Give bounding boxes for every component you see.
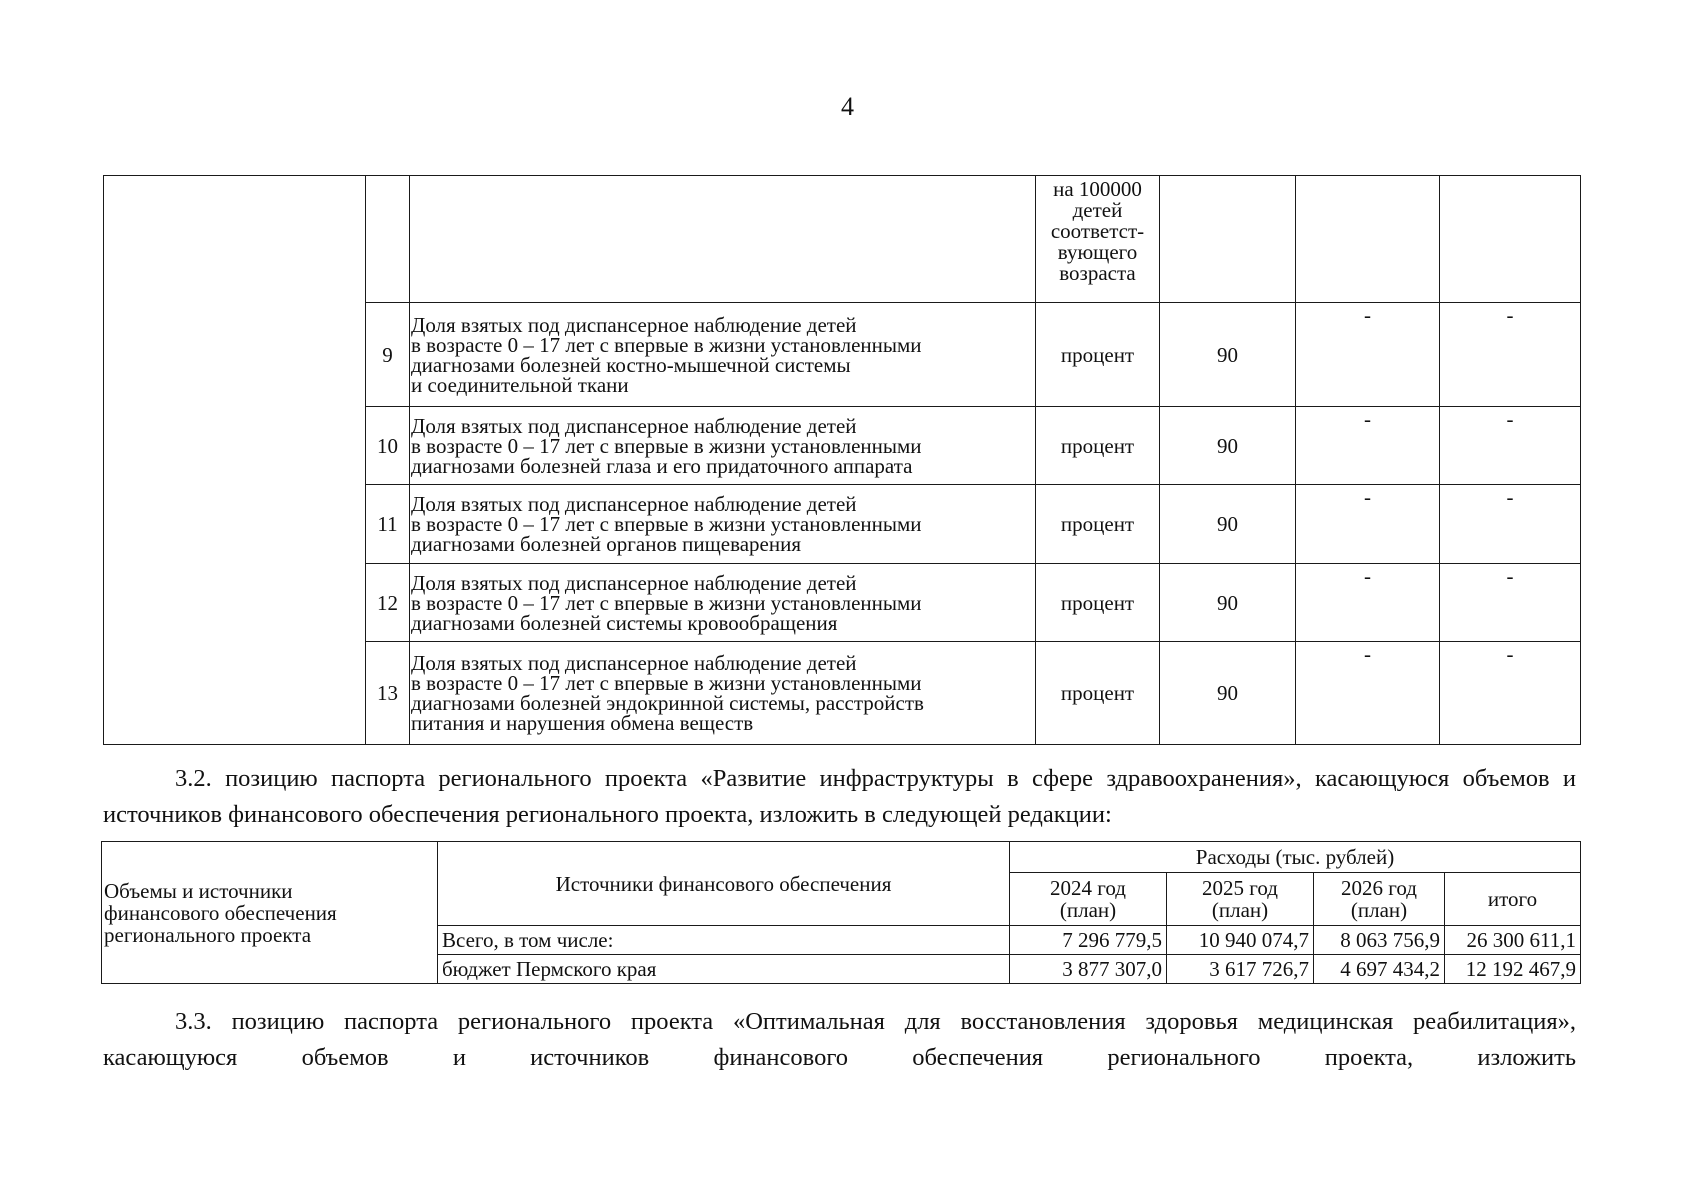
expenses-header: Расходы (тыс. рублей) (1010, 842, 1581, 873)
desc-line: Доля взятых под диспансерное наблюдение детей (411, 492, 857, 516)
desc-line: в возрасте 0 – 17 лет с впервые в жизни установленными (411, 433, 922, 458)
row-description (410, 564, 1036, 642)
desc-line: диагнозами болезней эндокринной системы, расстройств (411, 691, 924, 715)
sources-header: Источники финансового обеспечения (438, 842, 1010, 926)
row-value-total: 26 300 611,1 (1445, 926, 1581, 955)
unit-line: возраста (1059, 261, 1136, 285)
desc-line: диагнозами болезней системы кровообращения (411, 610, 838, 635)
paragraph-3-3: 3.3. позицию паспорта регионального проекта «Оптимальная для восстановления здоровья медицинская реабилитация», касающуюся объемов и источников финансового обеспечения регионального проекта, изложить (103, 1008, 1576, 1071)
desc-line: Доля взятых под диспансерное наблюдение детей (411, 312, 857, 337)
row-value: 90 (1160, 564, 1296, 642)
row-description (410, 407, 1036, 485)
financing-label (102, 842, 438, 984)
unit-line: детей (1072, 198, 1123, 222)
desc-line: и соединительной ткани (411, 372, 629, 397)
label-line: финансового обеспечения (104, 900, 337, 925)
row-value-total: 12 192 467,9 (1445, 955, 1581, 984)
row-source: Всего, в том числе: (438, 926, 1010, 955)
cell-value (1160, 176, 1296, 303)
desc-line: диагнозами болезней глаза и его придаточного аппарата (411, 453, 913, 478)
paragraph-3-2: 3.2. позицию паспорта регионального проекта «Развитие инфраструктуры в сфере здравоохранения», касающуюся объемов и источников финансового обеспечения регионального проекта, изложить в следующей редакции: (103, 765, 1576, 828)
desc-line: в возрасте 0 – 17 лет с впервые в жизни установленными (411, 590, 922, 615)
row-number: 13 (366, 642, 410, 745)
row-number: 11 (366, 485, 410, 564)
row-description (410, 485, 1036, 564)
cell-col6 (1296, 176, 1440, 303)
row-col7: - (1440, 407, 1581, 485)
row-value-2024: 3 877 307,0 (1010, 955, 1167, 984)
desc-line: Доля взятых под диспансерное наблюдение детей (411, 413, 857, 438)
desc-line: Доля взятых под диспансерное наблюдение детей (411, 651, 857, 675)
financing-table (101, 841, 1581, 984)
row-col6: - (1296, 564, 1440, 642)
cell-num (366, 176, 410, 303)
year-note: (план) (1211, 898, 1269, 922)
unit-line: вующего (1057, 240, 1138, 264)
unit-line: на 100000 (1053, 177, 1142, 201)
row-col7: - (1440, 564, 1581, 642)
financing-header-row-1 (102, 842, 1581, 873)
row-number: 12 (366, 564, 410, 642)
total-header: итого (1445, 873, 1581, 926)
year-2026-header (1314, 873, 1445, 926)
row-value: 90 (1160, 642, 1296, 745)
row-value-2025: 10 940 074,7 (1167, 926, 1314, 955)
unit-line: соответст- (1050, 219, 1145, 243)
row-value-2025: 3 617 726,7 (1167, 955, 1314, 984)
row-col6: - (1296, 642, 1440, 745)
label-line: регионального проекта (104, 922, 312, 947)
year-label: 2024 год (1050, 876, 1126, 900)
row-col7: - (1440, 485, 1581, 564)
year-label: 2026 год (1341, 876, 1417, 900)
row-value: 90 (1160, 303, 1296, 407)
row-col6: - (1296, 407, 1440, 485)
row-unit: процент (1036, 564, 1160, 642)
year-2025-header (1167, 873, 1314, 926)
row-col7: - (1440, 303, 1581, 407)
left-blank-cell (104, 176, 366, 745)
row-value-2024: 7 296 779,5 (1010, 926, 1167, 955)
row-value-2026: 8 063 756,9 (1314, 926, 1445, 955)
cell-desc (410, 176, 1036, 303)
desc-line: в возрасте 0 – 17 лет с впервые в жизни установленными (411, 512, 922, 536)
row-value: 90 (1160, 407, 1296, 485)
row-value-2026: 4 697 434,2 (1314, 955, 1445, 984)
desc-line: диагнозами болезней органов пищеварения (411, 532, 802, 556)
page-number: 4 (841, 92, 854, 121)
row-unit: процент (1036, 642, 1160, 745)
desc-line: в возрасте 0 – 17 лет с впервые в жизни установленными (411, 671, 922, 695)
label-line: Объемы и источники (104, 878, 293, 903)
cell-unit-per-100000 (1036, 176, 1160, 303)
desc-line: питания и нарушения обмена веществ (411, 711, 754, 735)
row-description (410, 303, 1036, 407)
cell-col7 (1440, 176, 1581, 303)
desc-line: Доля взятых под диспансерное наблюдение детей (411, 570, 857, 595)
desc-line: в возрасте 0 – 17 лет с впервые в жизни установленными (411, 332, 922, 357)
year-label: 2025 год (1202, 876, 1278, 900)
year-note: (план) (1350, 898, 1408, 922)
year-note: (план) (1059, 898, 1117, 922)
row-unit: процент (1036, 485, 1160, 564)
desc-line: диагнозами болезней костно-мышечной системы (411, 352, 851, 377)
row-col7: - (1440, 642, 1581, 745)
row-col6: - (1296, 303, 1440, 407)
row-source: бюджет Пермского края (438, 955, 1010, 984)
row-col6: - (1296, 485, 1440, 564)
row-number: 9 (366, 303, 410, 407)
row-description (410, 642, 1036, 745)
row-unit: процент (1036, 407, 1160, 485)
table-row-header-continuation (104, 176, 1581, 303)
indicators-table (103, 175, 1581, 745)
row-unit: процент (1036, 303, 1160, 407)
year-2024-header (1010, 873, 1167, 926)
row-number: 10 (366, 407, 410, 485)
row-value: 90 (1160, 485, 1296, 564)
